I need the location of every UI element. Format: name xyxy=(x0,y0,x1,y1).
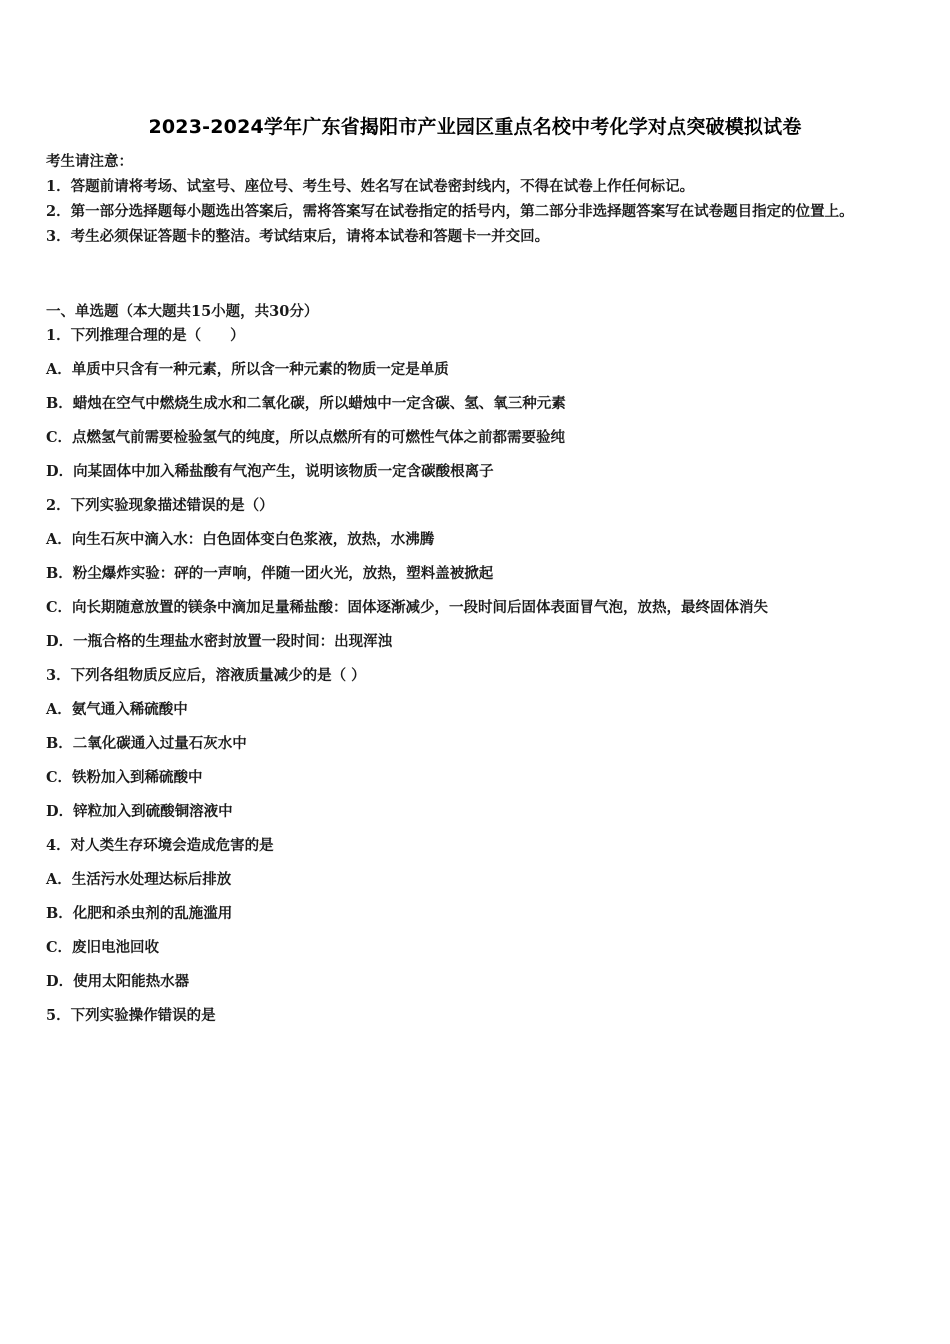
question-option: C．向长期随意放置的镁条中滴加足量稀盐酸：固体逐渐减少，一段时间后固体表面冒气泡，放热，最终固体消失 xyxy=(46,599,769,616)
question-stem: 1．下列推理合理的是（ ） xyxy=(46,327,245,344)
exam-title: 2023-2024学年广东省揭阳市产业园区重点名校中考化学对点突破模拟试卷 xyxy=(148,116,802,138)
question-option: D．使用太阳能热水器 xyxy=(46,973,190,990)
question-stem: 4．对人类生存环境会造成危害的是 xyxy=(46,837,274,854)
notice-item: 2．第一部分选择题每小题选出答案后，需将答案写在试卷指定的括号内，第二部分非选择题答案写在试卷题目指定的位置上。 xyxy=(46,203,854,220)
question-option: B．蜡烛在空气中燃烧生成水和二氧化碳，所以蜡烛中一定含碳、氢、氧三种元素 xyxy=(46,395,566,412)
question-option: A．单质中只含有一种元素，所以含一种元素的物质一定是单质 xyxy=(46,361,449,378)
question-option: C．点燃氢气前需要检验氢气的纯度，所以点燃所有的可燃性气体之前都需要验纯 xyxy=(46,429,566,446)
notice-list xyxy=(46,174,896,249)
question-stem: 2．下列实验现象描述错误的是（） xyxy=(46,497,274,514)
question-option: D．一瓶合格的生理盐水密封放置一段时间：出现浑浊 xyxy=(46,633,393,650)
question-stem: 3．下列各组物质反应后，溶液质量减少的是（ ） xyxy=(46,667,366,684)
question-option: C．铁粉加入到稀硫酸中 xyxy=(46,769,203,786)
question-option: B．粉尘爆炸实验：砰的一声响，伴随一团火光，放热，塑料盖被掀起 xyxy=(46,565,494,582)
question-stem: 5．下列实验操作错误的是 xyxy=(46,1007,216,1024)
question-option: A．向生石灰中滴入水：白色固体变白色浆液，放热，水沸腾 xyxy=(46,531,435,548)
notice-item: 1．答题前请将考场、试室号、座位号、考生号、姓名写在试卷密封线内，不得在试卷上作任何标记。 xyxy=(46,178,695,195)
question-option: A．生活污水处理达标后排放 xyxy=(46,871,232,888)
question-option: A．氨气通入稀硫酸中 xyxy=(46,701,188,718)
notice-heading: 考生请注意： xyxy=(46,153,133,170)
question-option: D．向某固体中加入稀盐酸有气泡产生，说明该物质一定含碳酸根离子 xyxy=(46,463,494,480)
question-option: B．二氧化碳通入过量石灰水中 xyxy=(46,735,247,752)
section-heading: 一、单选题（本大题共15小题，共30分） xyxy=(46,303,319,320)
question-option: D．锌粒加入到硫酸铜溶液中 xyxy=(46,803,233,820)
notice-item: 3．考生必须保证答题卡的整洁。考试结束后，请将本试卷和答题卡一并交回。 xyxy=(46,228,550,245)
question-option: C．废旧电池回收 xyxy=(46,939,160,956)
question-option: B．化肥和杀虫剂的乱施滥用 xyxy=(46,905,233,922)
